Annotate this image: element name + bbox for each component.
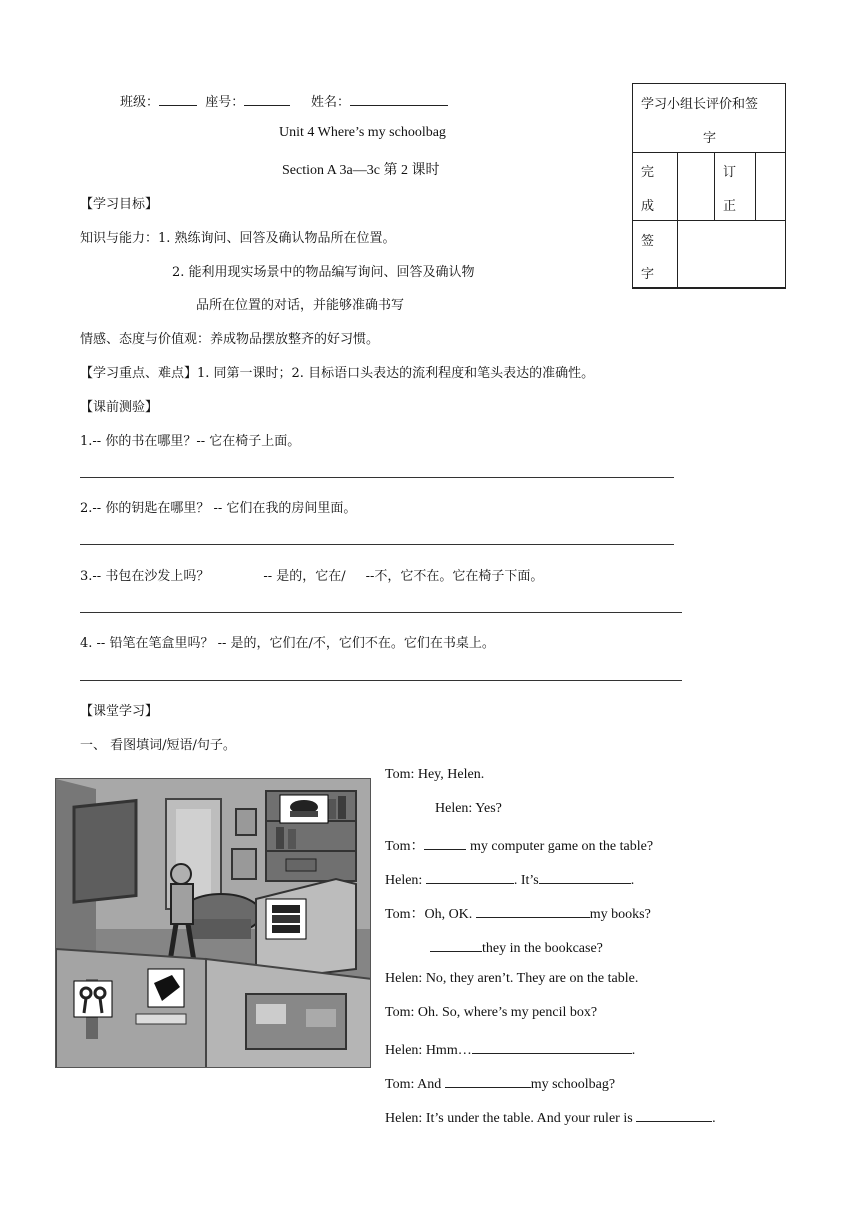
dialogue-line-5 bbox=[385, 903, 651, 923]
pretest-heading: 【课前测验】 bbox=[80, 400, 159, 415]
pretest-q2: 2.-- 你的钥匙在哪里？ -- 它们在我的房间里面。 bbox=[80, 501, 357, 516]
correct-char1: 订 bbox=[723, 165, 737, 180]
blank-3[interactable] bbox=[539, 869, 631, 884]
blank-8[interactable] bbox=[636, 1107, 712, 1122]
key-points: 【学习重点、难点】1. 同第一课时；2. 目标语口头表达的流利程度和笔头表达的准确性。 bbox=[80, 366, 595, 381]
class-label: 班级： bbox=[120, 95, 160, 110]
sign-value-cell[interactable] bbox=[677, 220, 786, 289]
period: . bbox=[630, 873, 635, 888]
blank-2[interactable] bbox=[426, 869, 514, 884]
blank-1[interactable] bbox=[424, 835, 466, 850]
dialogue-line-10-end: my schoolbag? bbox=[530, 1077, 616, 1092]
pretest-q3 bbox=[80, 565, 543, 584]
blank-5[interactable] bbox=[430, 937, 482, 952]
complete-char2: 成 bbox=[641, 199, 655, 214]
room-illustration bbox=[55, 778, 371, 1068]
classroom-heading: 【课堂学习】 bbox=[80, 704, 159, 719]
dialogue-line-4 bbox=[385, 869, 634, 889]
objective-item-1: 1. 熟练询问、回答及确认物品所在位置。 bbox=[158, 231, 396, 246]
dialogue-line-1: Tom: Hey, Helen. bbox=[385, 767, 485, 782]
task-1-instruction: 一、 看图填词/短语/句子。 bbox=[80, 738, 236, 753]
dialogue-line-6 bbox=[430, 937, 603, 957]
blank-6[interactable] bbox=[472, 1039, 632, 1054]
complete-char1: 完 bbox=[641, 165, 655, 180]
dialogue-line-8: Tom: Oh. So, where’s my pencil box? bbox=[385, 1005, 598, 1020]
sign-char2: 字 bbox=[641, 267, 655, 282]
objectives-heading: 【学习目标】 bbox=[80, 197, 159, 212]
class-blank[interactable] bbox=[159, 92, 197, 106]
answer-line-2[interactable] bbox=[80, 544, 674, 545]
correct-char2: 正 bbox=[723, 199, 737, 214]
eval-title-line1: 学习小组长评价和签 bbox=[641, 97, 759, 112]
student-info-line bbox=[120, 91, 448, 110]
answer-line-4[interactable] bbox=[80, 680, 682, 681]
dialogue-line-3 bbox=[385, 835, 653, 855]
pretest-q1: 1.-- 你的书在哪里？-- 它在椅子上面。 bbox=[80, 434, 301, 449]
section-title: Section A 3a—3c 第 2 课时 bbox=[282, 163, 440, 178]
objective-item-2b: 品所在位置的对话，并能够准确书写 bbox=[196, 298, 405, 313]
pretest-q3-part2: -- 是的，它在/ bbox=[263, 569, 346, 584]
dialogue-line-9-text: Helen: Hmm… bbox=[385, 1043, 472, 1058]
dialogue-line-7: Helen: No, they aren’t. They are on the table. bbox=[385, 971, 639, 986]
eval-title-line2: 字 bbox=[703, 131, 717, 146]
seat-blank[interactable] bbox=[244, 92, 290, 106]
speaker-helen: Helen: bbox=[385, 873, 426, 888]
complete-value-cell[interactable] bbox=[677, 152, 715, 221]
dialogue-line-11 bbox=[385, 1107, 716, 1127]
sign-label-cell bbox=[632, 220, 678, 289]
dialogue-line-6-text: they in the bookcase? bbox=[482, 941, 603, 956]
period: . bbox=[631, 1043, 636, 1058]
name-blank[interactable] bbox=[350, 92, 448, 106]
dialogue-line-10 bbox=[385, 1073, 615, 1093]
complete-label-cell bbox=[632, 152, 678, 221]
speaker-tom: Tom： bbox=[385, 839, 425, 854]
objective-knowledge bbox=[80, 227, 396, 246]
dialogue-line-11-text: Helen: It’s under the table. And your ruler is bbox=[385, 1111, 637, 1126]
pretest-q3-part1: 3.-- 书包在沙发上吗？ bbox=[80, 569, 210, 584]
objective-item-2a: 2. 能利用现实场景中的物品编写询问、回答及确认物 bbox=[172, 265, 475, 280]
dialogue-line-4-text: . It’s bbox=[513, 873, 539, 888]
period: . bbox=[712, 1111, 716, 1126]
sign-char1: 签 bbox=[641, 234, 655, 249]
answer-line-1[interactable] bbox=[80, 477, 674, 478]
dialogue-line-3-text: my computer game on the table? bbox=[466, 839, 654, 854]
dialogue-line-5-end: my books? bbox=[589, 907, 651, 922]
dialogue-line-5-text: Tom：Oh, OK. bbox=[385, 907, 476, 922]
dialogue-line-10-text: Tom: And bbox=[385, 1077, 445, 1092]
blank-4[interactable] bbox=[476, 903, 590, 918]
objective-attitude: 情感、态度与价值观：养成物品摆放整齐的好习惯。 bbox=[80, 332, 380, 347]
unit-title: Unit 4 Where’s my schoolbag bbox=[279, 125, 446, 140]
room-scene-graphic bbox=[56, 779, 371, 1068]
name-label: 姓名： bbox=[310, 95, 350, 110]
dialogue-line-9 bbox=[385, 1039, 635, 1059]
pretest-q4: 4. -- 铅笔在笔盒里吗？ -- 是的，它们在/不，它们不在。它们在书桌上。 bbox=[80, 636, 495, 651]
pretest-q3-part3: --不，它不在。它在椅子下面。 bbox=[365, 569, 544, 584]
knowledge-label: 知识与能力： bbox=[80, 231, 159, 246]
answer-line-3[interactable] bbox=[80, 612, 682, 613]
correct-value-cell[interactable] bbox=[755, 152, 786, 221]
dialogue-line-2: Helen: Yes? bbox=[435, 801, 502, 816]
seat-label: 座号： bbox=[205, 95, 245, 110]
blank-7[interactable] bbox=[445, 1073, 531, 1088]
evaluation-table bbox=[632, 83, 786, 288]
